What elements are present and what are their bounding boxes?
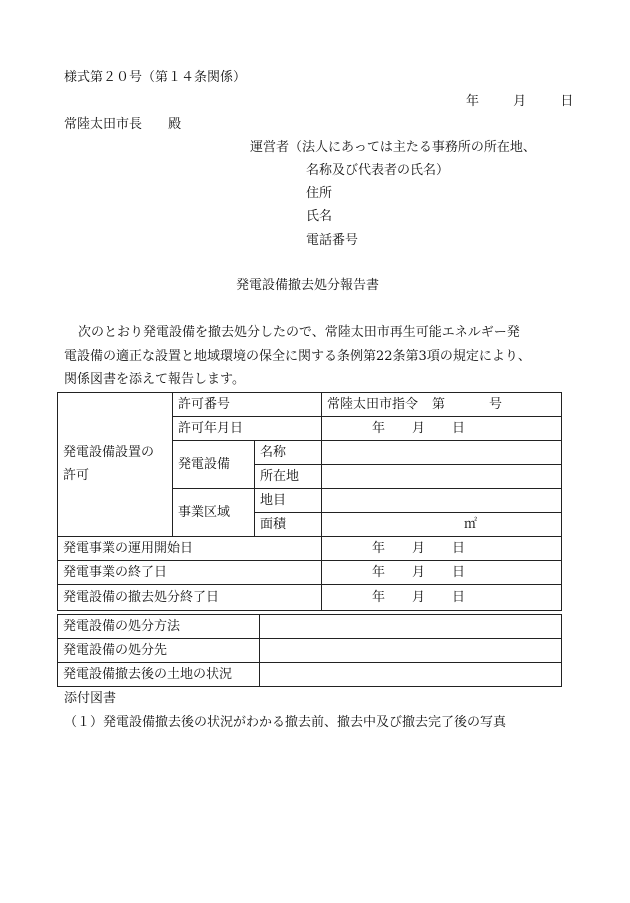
permit-go: 号 (489, 397, 503, 412)
body-line3: 関係図書を添えて報告します。 (64, 372, 245, 387)
end-date-value (322, 561, 562, 585)
body-line1: 次のとおり発電設備を撤去処分したので、常陸太田市再生可能エネルギー発 (78, 325, 520, 340)
size-label: 面積 (255, 513, 322, 537)
addressee-honorific: 殿 (168, 117, 182, 132)
operator-line2: 名称及び代表者の氏名） (306, 163, 450, 178)
permit-group-label: 発電設備設置の許可 (58, 393, 173, 537)
disposal-destination-label: 発電設備の処分先 (58, 639, 260, 663)
end-year: 年 (372, 565, 386, 580)
equipment-label: 発電設備 (173, 441, 255, 489)
permit-date-day: 日 (452, 421, 466, 436)
form-number: 様式第２０号（第１４条関係） (64, 70, 247, 85)
equipment-location-value[interactable] (322, 465, 562, 489)
permit-number-value (322, 393, 562, 417)
land-category-label: 地目 (255, 489, 322, 513)
permit-number-label: 許可番号 (173, 393, 322, 417)
removal-year: 年 (372, 590, 386, 605)
end-day: 日 (452, 565, 466, 580)
operator-address: 住所 (306, 186, 333, 201)
start-year: 年 (372, 541, 386, 556)
operator-name: 氏名 (306, 209, 333, 224)
land-status-value[interactable] (260, 663, 562, 687)
disposal-destination-value[interactable] (260, 639, 562, 663)
size-value[interactable] (322, 513, 562, 537)
permit-prefix: 常陸太田市指令 (327, 397, 419, 412)
land-category-value[interactable] (322, 489, 562, 513)
date-year: 年 (466, 94, 480, 109)
land-status-label: 発電設備撤去後の土地の状況 (58, 663, 260, 687)
date-month: 月 (513, 94, 527, 109)
permit-date-month: 月 (412, 421, 426, 436)
removal-end-label: 発電設備の撤去処分終了日 (58, 585, 322, 611)
removal-end-value (322, 585, 562, 611)
equipment-name-label: 名称 (255, 441, 322, 465)
permit-date-label: 許可年月日 (173, 417, 322, 441)
body-line2: 電設備の適正な設置と地域環境の保全に関する条例第22条第3項の規定により、 (64, 349, 531, 364)
end-month: 月 (412, 565, 426, 580)
removal-day: 日 (452, 590, 466, 605)
operator-line1: 運営者（法人にあっては主たる事務所の所在地、 (250, 140, 536, 155)
permit-date-year: 年 (372, 421, 386, 436)
disposal-method-label: 発電設備の処分方法 (58, 615, 260, 639)
removal-month: 月 (412, 590, 426, 605)
disposal-table (57, 614, 562, 687)
start-date-value (322, 537, 562, 561)
attachments-heading: 添付図書 (64, 691, 117, 706)
area-label: 事業区域 (173, 489, 255, 537)
permit-date-value (322, 417, 562, 441)
document-title: 発電設備撤去処分報告書 (236, 278, 380, 293)
report-table (57, 392, 562, 611)
disposal-method-value[interactable] (260, 615, 562, 639)
size-unit: ㎡ (464, 517, 478, 532)
end-date-label: 発電事業の終了日 (58, 561, 322, 585)
date-line (466, 95, 573, 108)
start-month: 月 (412, 541, 426, 556)
operator-phone: 電話番号 (306, 233, 359, 248)
permit-dai: 第 (432, 397, 446, 412)
start-day: 日 (452, 541, 466, 556)
addressee-name: 常陸太田市長 (64, 117, 143, 132)
date-day: 日 (560, 94, 574, 109)
equipment-location-label: 所在地 (255, 465, 322, 489)
equipment-name-value[interactable] (322, 441, 562, 465)
attachment-item-1: （１）発電設備撤去後の状況がわかる撤去前、撤去中及び撤去完了後の写真 (64, 715, 507, 730)
addressee (64, 118, 181, 131)
start-date-label: 発電事業の運用開始日 (58, 537, 322, 561)
